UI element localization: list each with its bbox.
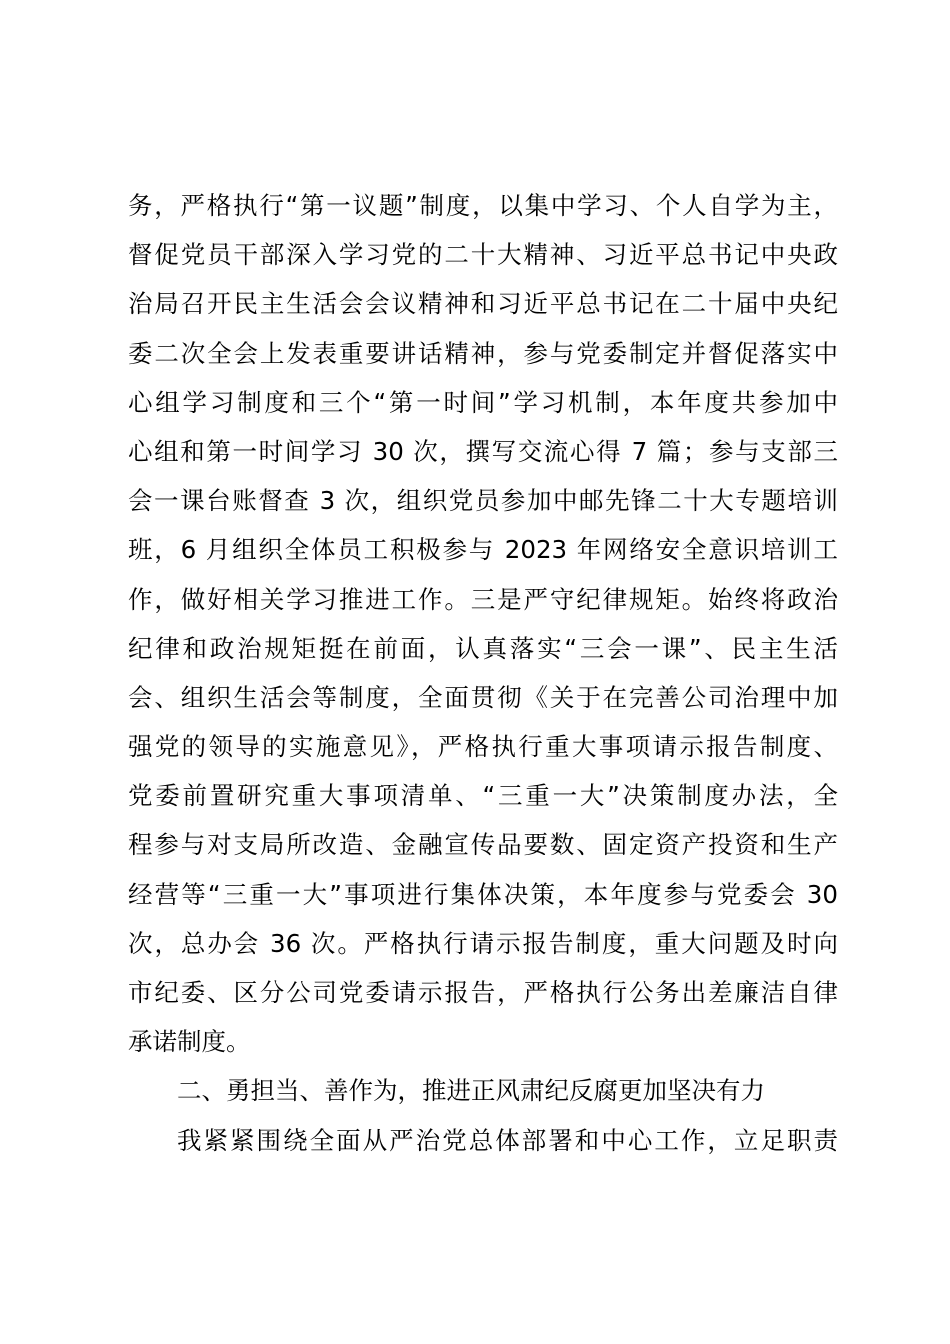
body-line: 次，总办会 36 次。严格执行请示报告制度，重大问题及时向	[128, 928, 838, 958]
body-line: 治局召开民主生活会会议精神和习近平总书记在二十届中央纪	[128, 289, 838, 319]
body-line: 作，做好相关学习推进工作。三是严守纪律规矩。始终将政治	[128, 584, 838, 614]
body-line: 纪律和政治规矩挺在前面，认真落实“三会一课”、民主生活	[128, 633, 838, 663]
body-line: 强党的领导的实施意见》，严格执行重大事项请示报告制度、	[128, 732, 838, 762]
body-line: 务，严格执行“第一议题”制度，以集中学习、个人自学为主，	[128, 191, 838, 220]
body-line: 会一课台账督查 3 次，组织党员参加中邮先锋二十大专题培训	[128, 486, 838, 516]
document-body	[128, 181, 838, 1165]
body-line: 班，6 月组织全体员工积极参与 2023 年网络安全意识培训工	[128, 535, 838, 565]
body-line: 会、组织生活会等制度，全面贯彻《关于在完善公司治理中加	[128, 682, 838, 712]
body-line: 党委前置研究重大事项清单、“三重一大”决策制度办法，全	[128, 781, 838, 811]
body-line: 承诺制度。	[128, 1027, 251, 1057]
body-line: 我紧紧围绕全面从严治党总体部署和中心工作，立足职责	[177, 1125, 838, 1155]
body-line: 市纪委、区分公司党委请示报告，严格执行公务出差廉洁自律	[128, 978, 838, 1007]
body-line: 委二次全会上发表重要讲话精神，参与党委制定并督促落实中	[128, 338, 838, 368]
body-line: 程参与对支局所改造、金融宣传品要数、固定资产投资和生产	[128, 830, 838, 860]
section-heading: 二、勇担当、善作为，推进正风肃纪反腐更加坚决有力	[177, 1076, 765, 1106]
body-line: 督促党员干部深入学习党的二十大精神、习近平总书记中央政	[128, 240, 838, 270]
body-line: 心组学习制度和三个“第一时间”学习机制，本年度共参加中	[128, 387, 838, 417]
body-line: 心组和第一时间学习 30 次，撰写交流心得 7 篇；参与支部三	[128, 436, 838, 466]
body-line: 经营等“三重一大”事项进行集体决策，本年度参与党委会 30	[128, 879, 838, 909]
